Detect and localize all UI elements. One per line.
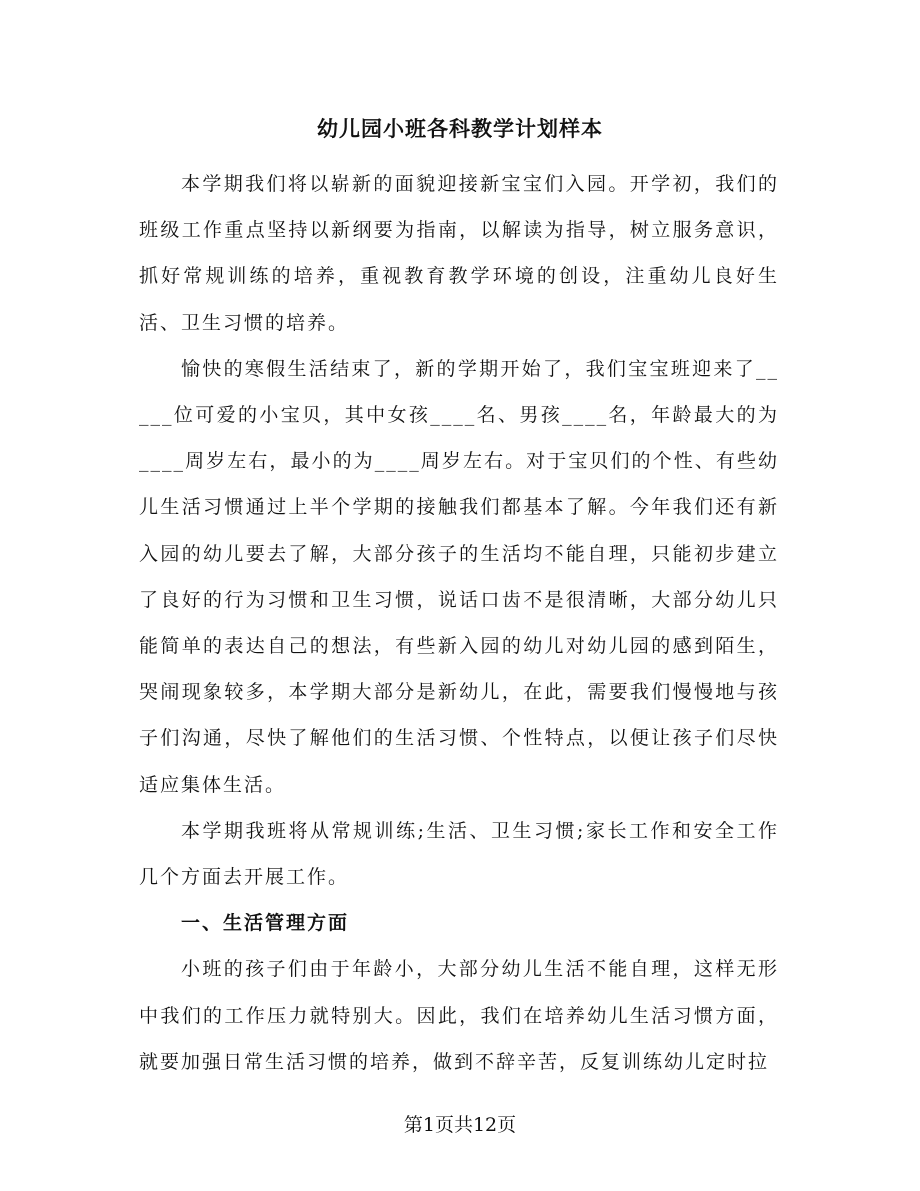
class-situation-paragraph: 愉快的寒假生活结束了，新的学期开始了，我们宝宝班迎来了_____位可爱的小宝贝，其中女孩____名、男孩____名，年龄最大的为____周岁左右，最小的为____周岁左右。对于宝贝们的个性、有些幼儿生活习惯通过上半个学期的接触我们都基本了解。今年我们还有新入园的幼儿要去了解，大部分孩子的生活均不能自理，只能初步建立了良好的行为习惯和卫生习惯，说话口齿不是很清晰，大部分幼儿只能简单的表达自己的想法，有些新入园的幼儿对幼儿园的感到陌生，哭闹现象较多，本学期大部分是新幼儿，在此，需要我们慢慢地与孩子们沟通，尽快了解他们的生活习惯、个性特点，以便让孩子们尽快适应集体生活。 [139,357,779,796]
work-plan-paragraph: 本学期我班将从常规训练;生活、卫生习惯;家长工作和安全工作几个方面去开展工作。 [139,819,779,889]
page-number: 第1页共12页 [403,1114,517,1136]
document-body [139,161,779,1085]
section-paragraph: 小班的孩子们由于年龄小，大部分幼儿生活不能自理，这样无形中我们的工作压力就特别大。因此，我们在培养幼儿生活习惯方面，就要加强日常生活习惯的培养，做到不辞辛苦，反复训练幼儿定时拉 [139,958,779,1073]
section-heading: 一、生活管理方面 [181,912,350,935]
intro-paragraph: 本学期我们将以崭新的面貌迎接新宝宝们入园。开学初，我们的班级工作重点坚持以新纲要为指南，以解读为指导，树立服务意识，抓好常规训练的培养，重视教育教学环境的创设，注重幼儿良好生活、卫生习惯的培养。 [139,173,779,334]
document-title: 幼儿园小班各科教学计划样本 [317,116,603,141]
